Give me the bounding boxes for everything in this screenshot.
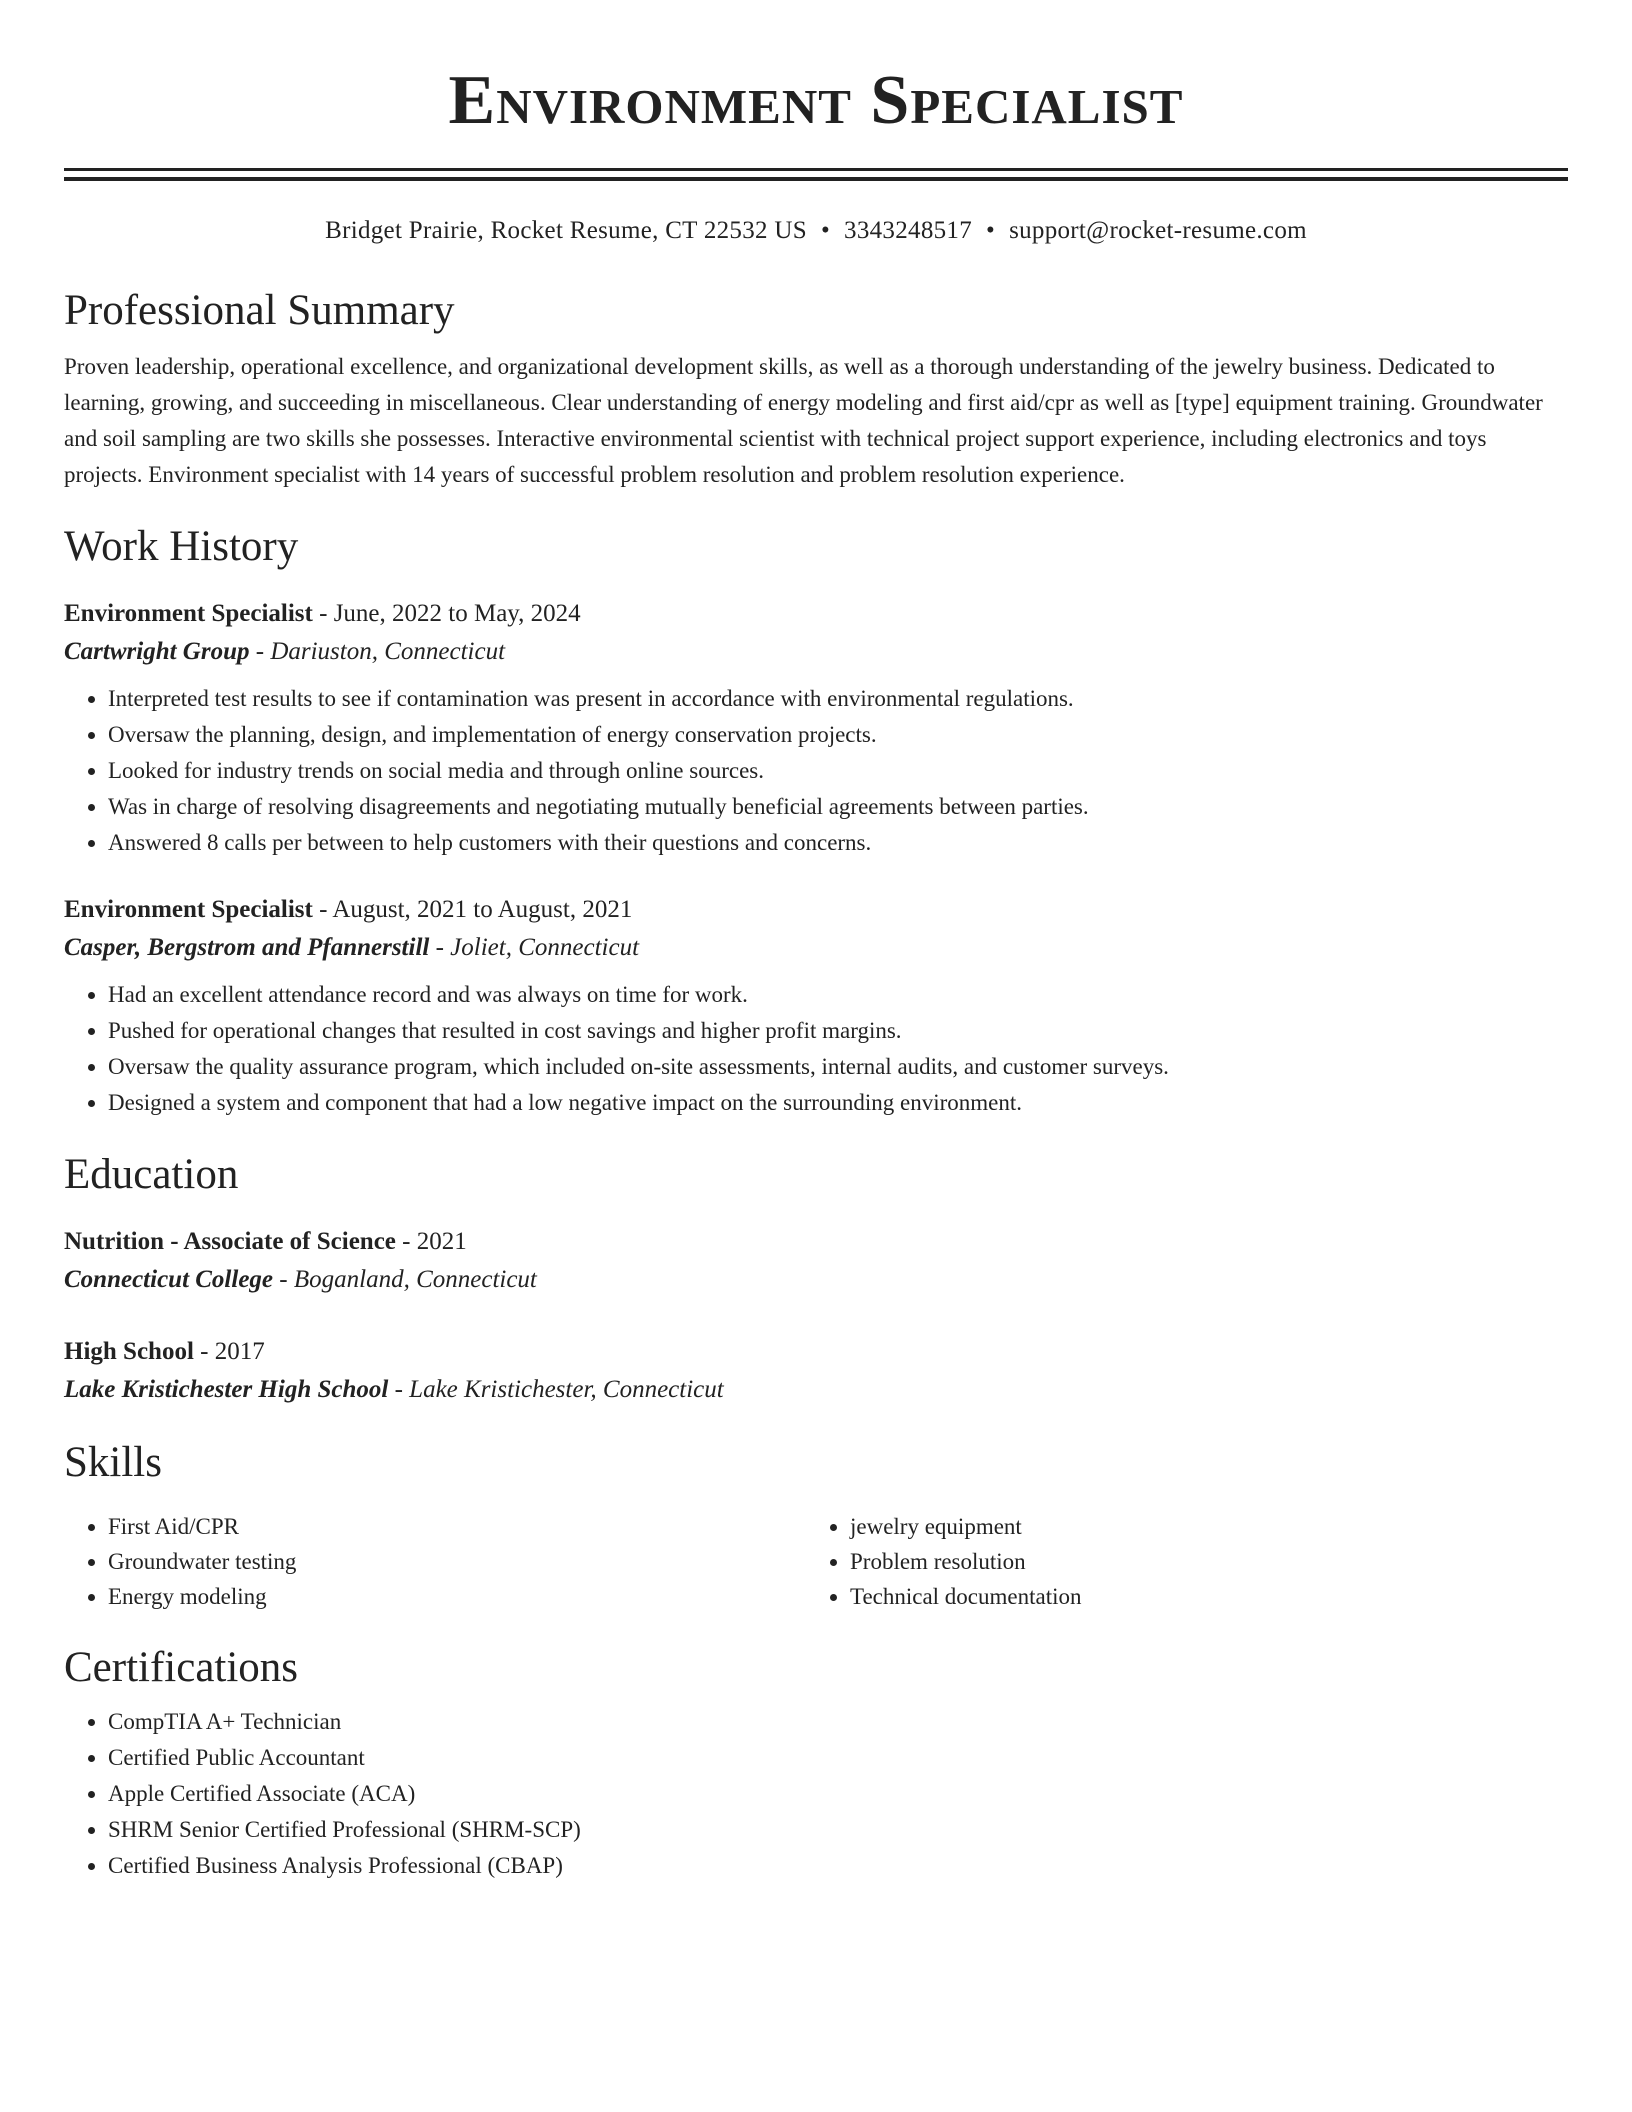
- list-item: • Oversaw the quality assurance program, which included on-site assessments, internal audits, and customer surveys.: [108, 1049, 1568, 1085]
- education-heading: Education: [64, 1151, 239, 1198]
- job-entry: [64, 595, 1568, 861]
- education-school-line: [64, 1371, 1568, 1409]
- certification-item: • CompTIA A+ Technician: [108, 1704, 1568, 1740]
- certification-item: • Certified Business Analysis Professional (CBAP): [108, 1848, 1568, 1884]
- list-item: • Was in charge of resolving disagreements and negotiating mutually beneficial agreements between parties.: [108, 789, 1568, 825]
- job-company: Cartwright Group: [64, 638, 250, 665]
- skill-item: • Technical documentation: [850, 1579, 1548, 1614]
- job-entry: [64, 891, 1568, 1121]
- list-item: • Interpreted test results to see if contamination was present in accordance with environmental regulations.: [108, 681, 1568, 717]
- header-rule-bottom: [64, 177, 1568, 181]
- list-item: • Looked for industry trends on social media and through online sources.: [108, 753, 1568, 789]
- certification-item: • SHRM Senior Certified Professional (SHRM-SCP): [108, 1812, 1568, 1848]
- job-role: Environment Specialist: [64, 896, 313, 923]
- education-school: Connecticut College: [64, 1266, 274, 1293]
- skills-heading: Skills: [64, 1439, 162, 1486]
- contact-email: support@rocket-resume.com: [1009, 217, 1307, 244]
- job-duties-list: [64, 977, 1568, 1121]
- job-duties-list: [64, 681, 1568, 861]
- contact-line: [64, 215, 1568, 247]
- list-item: • Pushed for operational changes that resulted in cost savings and higher profit margins.: [108, 1013, 1568, 1049]
- skill-item: • Groundwater testing: [108, 1544, 806, 1579]
- summary-text: Proven leadership, operational excellence, and organizational development skills, as well as a thorough understanding of the jewelry business. Dedicated to learning, growing, and succeeding in miscellaneous. Clear understanding of energy modeling and first aid/cpr as well as [type] equipment training. Groundwater and soil sampling are two skills she possesses. Interactive environmental scientist with technical project support experience, including electronics and toys projects. Environment specialist with 14 years of successful problem resolution and problem resolution experience.: [64, 354, 1543, 487]
- contact-phone: 3343248517: [844, 217, 973, 244]
- education-school: Lake Kristichester High School: [64, 1376, 389, 1403]
- education-degree-line: [64, 1223, 1568, 1261]
- list-item: • Answered 8 calls per between to help customers with their questions and concerns.: [108, 825, 1568, 861]
- certification-item: • Apple Certified Associate (ACA): [108, 1776, 1568, 1812]
- skill-item: • Energy modeling: [108, 1579, 806, 1614]
- education-degree: High School: [64, 1338, 194, 1365]
- skills-list-right: [806, 1509, 1548, 1614]
- job-location: - Dariuston, Connecticut: [249, 638, 506, 665]
- contact-separator: •: [820, 217, 831, 244]
- list-item: • Designed a system and component that had a low negative impact on the surrounding environment.: [108, 1085, 1568, 1121]
- education-entry: [64, 1223, 1568, 1299]
- skills-list-left: [64, 1509, 806, 1614]
- education-degree-line: [64, 1333, 1568, 1371]
- skills-columns: [64, 1499, 1568, 1614]
- skill-item: • jewelry equipment: [850, 1509, 1548, 1544]
- header-rule-top: [64, 168, 1568, 171]
- job-title-line: [64, 595, 1568, 633]
- work-history-heading: Work History: [64, 523, 299, 570]
- education-location: - Lake Kristichester, Connecticut: [388, 1376, 724, 1403]
- list-item: • Oversaw the planning, design, and implementation of energy conservation projects.: [108, 717, 1568, 753]
- education-entry: [64, 1333, 1568, 1409]
- contact-separator: •: [986, 217, 996, 244]
- certifications-heading: Certifications: [64, 1644, 299, 1691]
- job-location: - Joliet, Connecticut: [429, 934, 640, 961]
- education-degree: Nutrition - Associate of Science: [64, 1228, 396, 1255]
- certification-item: • Certified Public Accountant: [108, 1740, 1568, 1776]
- education-year: - 2017: [193, 1338, 265, 1365]
- job-company-line: [64, 633, 1568, 671]
- skill-item: • First Aid/CPR: [108, 1509, 806, 1544]
- candidate-name: Environment Specialist: [448, 62, 1184, 139]
- contact-address: Bridget Prairie, Rocket Resume, CT 22532 US: [325, 217, 807, 244]
- job-title-line: [64, 891, 1568, 929]
- job-company-line: [64, 929, 1568, 967]
- job-dates: - August, 2021 to August, 2021: [312, 896, 633, 923]
- job-company: Casper, Bergstrom and Pfannerstill: [64, 934, 430, 961]
- education-location: - Boganland, Connecticut: [273, 1266, 537, 1293]
- list-item: • Had an excellent attendance record and was always on time for work.: [108, 977, 1568, 1013]
- certifications-list: [64, 1704, 1568, 1884]
- education-year: - 2021: [395, 1228, 467, 1255]
- job-dates: - June, 2022 to May, 2024: [312, 600, 581, 627]
- job-role: Environment Specialist: [64, 600, 313, 627]
- education-school-line: [64, 1261, 1568, 1299]
- skill-item: • Problem resolution: [850, 1544, 1548, 1579]
- summary-heading: Professional Summary: [64, 287, 455, 334]
